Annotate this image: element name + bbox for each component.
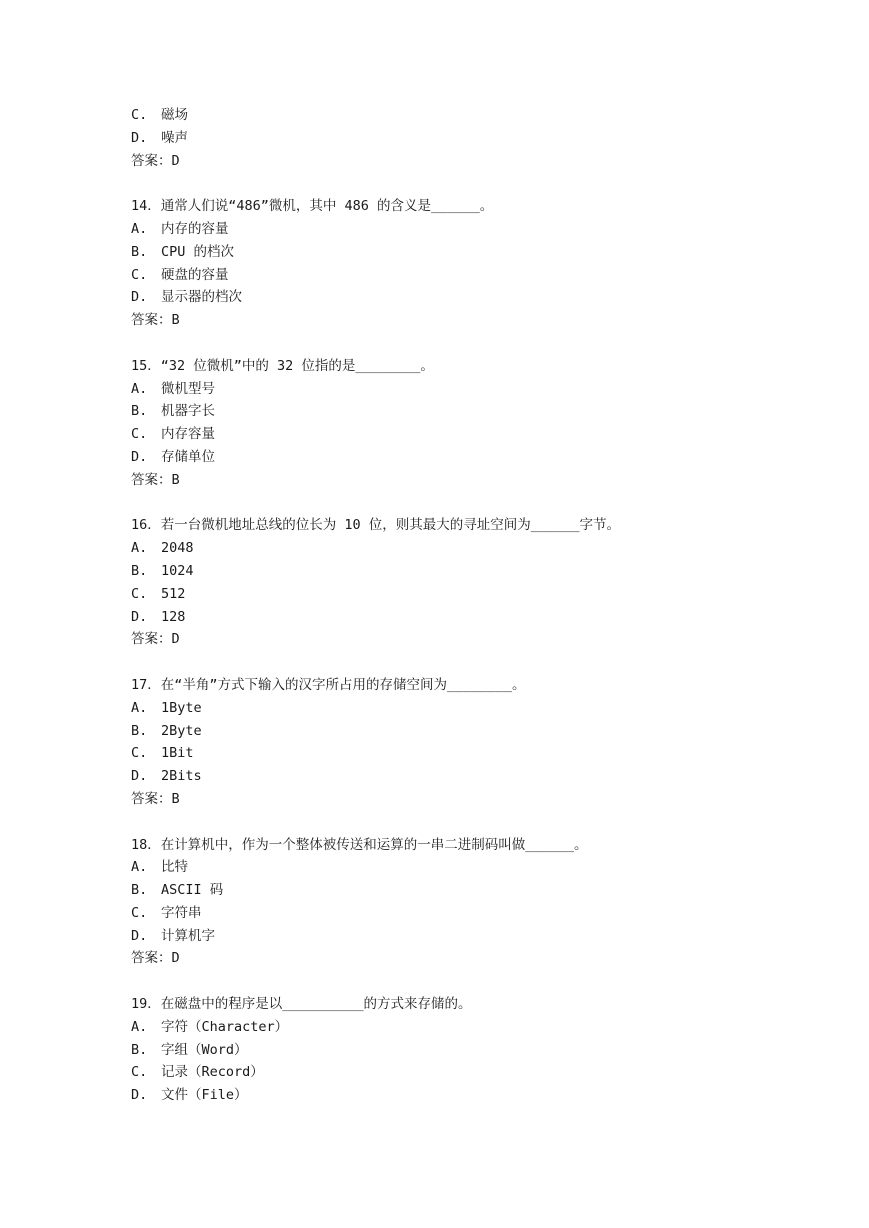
option-c (131, 902, 751, 925)
option-text: 2048 (161, 540, 194, 557)
option-c (131, 264, 751, 287)
spacer (131, 332, 751, 355)
option-text: 128 (161, 608, 186, 625)
question-stem: 15．“32 位微机”中的 32 位指的是________。 (131, 357, 434, 374)
question-18 (131, 834, 751, 971)
option-b (131, 241, 751, 264)
option-letter: C. (131, 904, 148, 921)
option-c (131, 423, 751, 446)
option-letter: D. (131, 608, 148, 625)
option-c (131, 583, 751, 606)
option-letter: B. (131, 722, 148, 739)
question-stem: 16．若一台微机地址总线的位长为 10 位，则其最大的寻址空间为______字节。 (131, 517, 621, 534)
option-text: 512 (161, 585, 186, 602)
option-a (131, 856, 751, 879)
answer-line: 答案：D (131, 631, 180, 648)
question-17 (131, 674, 751, 811)
answer-line: 答案：B (131, 790, 180, 807)
option-letter: C. (131, 585, 148, 602)
option-a (131, 1016, 751, 1039)
option-text: 1024 (161, 562, 194, 579)
option-b (131, 560, 751, 583)
question-19 (131, 993, 751, 1107)
option-letter: D. (131, 768, 148, 785)
document-page (131, 104, 751, 1107)
option-letter: D. (131, 448, 148, 465)
option-letter: C. (131, 1064, 148, 1081)
option-letter: B. (131, 1041, 148, 1058)
answer-line: 答案：D (131, 950, 180, 967)
option-letter: A. (131, 699, 148, 716)
option-b (131, 1039, 751, 1062)
option-text: 磁场 (161, 107, 188, 123)
option-letter: D. (131, 129, 148, 146)
option-letter: D. (131, 289, 148, 306)
option-letter: A. (131, 380, 148, 397)
option-letter: A. (131, 859, 148, 876)
option-text: 计算机字 (161, 927, 215, 944)
option-text: 2Byte (161, 722, 202, 739)
option-text: 硬盘的容量 (161, 266, 229, 283)
option-text: 微机型号 (161, 380, 215, 397)
question-stem: 14．通常人们说“486”微机，其中 486 的含义是______。 (131, 198, 494, 215)
option-letter: A. (131, 540, 148, 557)
option-text: 1Byte (161, 699, 202, 716)
option-letter: A. (131, 220, 148, 237)
option-text: 机器字长 (161, 403, 215, 420)
option-letter: B. (131, 882, 148, 899)
option-c (131, 742, 751, 765)
option-d (131, 127, 751, 150)
option-letter: B. (131, 403, 148, 420)
option-letter: D. (131, 1087, 148, 1104)
option-b (131, 400, 751, 423)
option-c (131, 104, 751, 127)
answer-line: 答案：B (131, 471, 180, 488)
option-letter: C. (131, 426, 148, 443)
option-letter: B. (131, 243, 148, 260)
option-a (131, 697, 751, 720)
question-16 (131, 514, 751, 651)
option-a (131, 378, 751, 401)
question-13-tail (131, 104, 751, 172)
spacer (131, 651, 751, 674)
option-letter: C. (131, 107, 148, 123)
option-text: 显示器的档次 (161, 289, 242, 306)
option-c (131, 1061, 751, 1084)
option-text: 比特 (161, 859, 188, 876)
option-letter: C. (131, 266, 148, 283)
option-b (131, 720, 751, 743)
option-letter: C. (131, 745, 148, 762)
option-letter: D. (131, 927, 148, 944)
option-text: 噪声 (161, 129, 188, 146)
option-d (131, 925, 751, 948)
option-text: 1Bit (161, 745, 194, 762)
question-stem: 17．在“半角”方式下输入的汉字所占用的存储空间为________。 (131, 676, 526, 693)
option-b (131, 879, 751, 902)
option-d (131, 606, 751, 629)
spacer (131, 492, 751, 515)
option-d (131, 446, 751, 469)
option-a (131, 537, 751, 560)
question-stem: 19．在磁盘中的程序是以__________的方式来存储的。 (131, 996, 472, 1013)
question-14 (131, 195, 751, 332)
option-d (131, 1084, 751, 1107)
option-a (131, 218, 751, 241)
spacer (131, 970, 751, 993)
option-letter: B. (131, 562, 148, 579)
answer-line: 答案：B (131, 312, 180, 329)
question-stem: 18．在计算机中，作为一个整体被传送和运算的一串二进制码叫做______。 (131, 836, 588, 853)
question-15 (131, 355, 751, 492)
option-text: 内存的容量 (161, 220, 229, 237)
option-text: 字符串 (161, 904, 202, 921)
option-text: CPU 的档次 (161, 243, 235, 260)
option-d (131, 286, 751, 309)
spacer (131, 811, 751, 834)
option-text: 存储单位 (161, 448, 215, 465)
option-d (131, 765, 751, 788)
option-text: 记录（Record） (161, 1064, 264, 1081)
option-text: 字组（Word） (161, 1041, 248, 1058)
option-text: ASCII 码 (161, 882, 224, 899)
option-text: 字符（Character） (161, 1018, 289, 1035)
option-text: 2Bits (161, 768, 202, 785)
option-text: 内存容量 (161, 426, 215, 443)
answer-line: 答案：D (131, 152, 180, 169)
option-text: 文件（File） (161, 1087, 248, 1104)
option-letter: A. (131, 1018, 148, 1035)
spacer (131, 172, 751, 195)
